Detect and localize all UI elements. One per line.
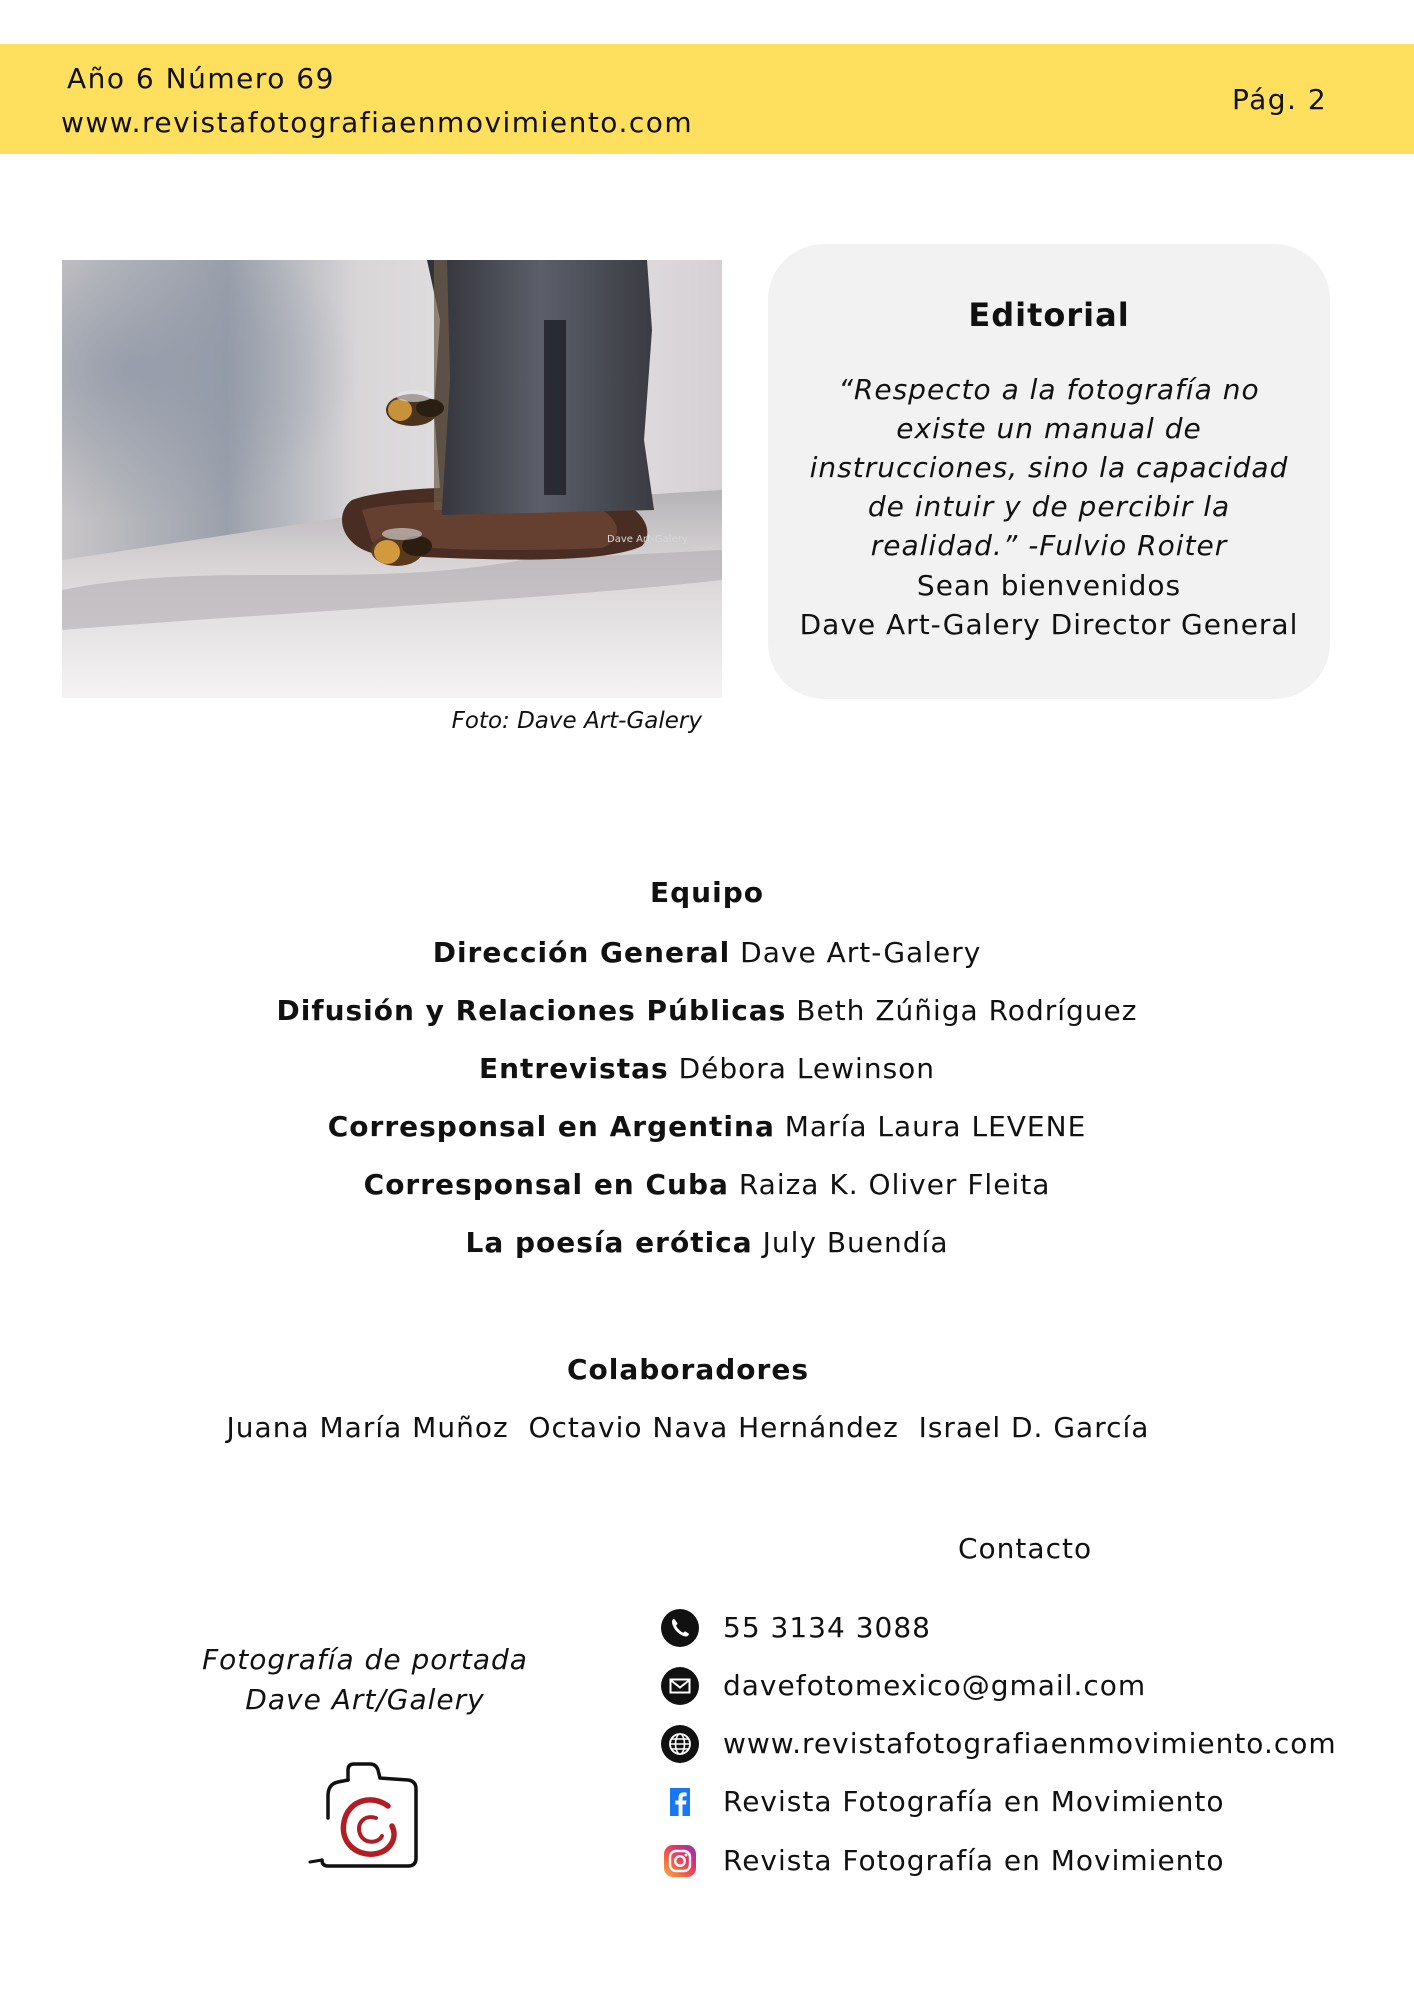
editorial-quote: “Respecto a la fotografía no existe un manual de instrucciones, sino la capacidad de intuir y de percibir la realidad.” -Fulvio Roiter [809,373,1289,562]
team-role: Corresponsal en Cuba [363,1168,729,1201]
team-row [0,1105,1414,1163]
mail-icon [661,1667,699,1705]
photo-watermark: Dave Art-Galery [607,534,688,545]
camera-logo-icon [308,1756,428,1876]
instagram-icon [661,1842,699,1880]
cover-credit-line1: Fotografía de portada [202,1643,528,1676]
contact-facebook-text[interactable]: Revista Fotografía en Movimiento [723,1785,1225,1818]
phone-icon [661,1609,699,1647]
header-website: www.revistafotografiaenmovimiento.com [61,106,694,139]
team-row [0,1163,1414,1221]
team-list [0,931,1414,1279]
editorial-title: Editorial [968,296,1130,334]
editorial-box [768,244,1330,699]
editorial-signature [768,566,1330,644]
team-member: Raiza K. Oliver Fleita [738,1168,1051,1201]
globe-icon [661,1725,699,1763]
collaborators-names: Juana María Muñoz Octavio Nava Hernández Israel D. García [226,1411,1150,1444]
team-role: Difusión y Relaciones Públicas [276,994,787,1027]
team-member: Dave Art-Galery [740,936,982,969]
team-member: María Laura LEVENE [784,1110,1087,1143]
collaborators-title: Colaboradores [566,1353,809,1386]
team-role: La poesía erótica [465,1226,753,1259]
team-row [0,989,1414,1047]
facebook-icon [661,1783,699,1821]
contact-phone-text: 55 3134 3088 [723,1611,931,1644]
team-member: July Buendía [762,1226,949,1259]
team-row [0,1221,1414,1279]
team-role: Dirección General [432,936,731,969]
editorial-signer: Dave Art-Galery Director General [799,608,1299,641]
contact-instagram-text[interactable]: Revista Fotografía en Movimiento [723,1844,1225,1877]
team-role: Entrevistas [478,1052,669,1085]
contact-title: Contacto [958,1532,1093,1565]
editorial-greeting: Sean bienvenidos [916,569,1182,602]
team-title: Equipo [650,876,764,909]
contact-email-text[interactable]: davefotomexico@gmail.com [723,1669,1147,1702]
team-row [0,931,1414,989]
team-member: Débora Lewinson [678,1052,936,1085]
issue-number: Año 6 Número 69 [67,62,335,95]
team-role: Corresponsal en Argentina [327,1110,775,1143]
contact-website-text[interactable]: www.revistafotografiaenmovimiento.com [723,1727,1337,1760]
team-row [0,1047,1414,1105]
page-number: Pág. 2 [1232,83,1328,116]
cover-credit [180,1640,550,1720]
team-member: Beth Zúñiga Rodríguez [796,994,1138,1027]
editorial-photo [62,260,722,698]
photo-caption: Foto: Dave Art-Galery [451,708,702,734]
cover-credit-line2: Dave Art/Galery [245,1683,485,1716]
